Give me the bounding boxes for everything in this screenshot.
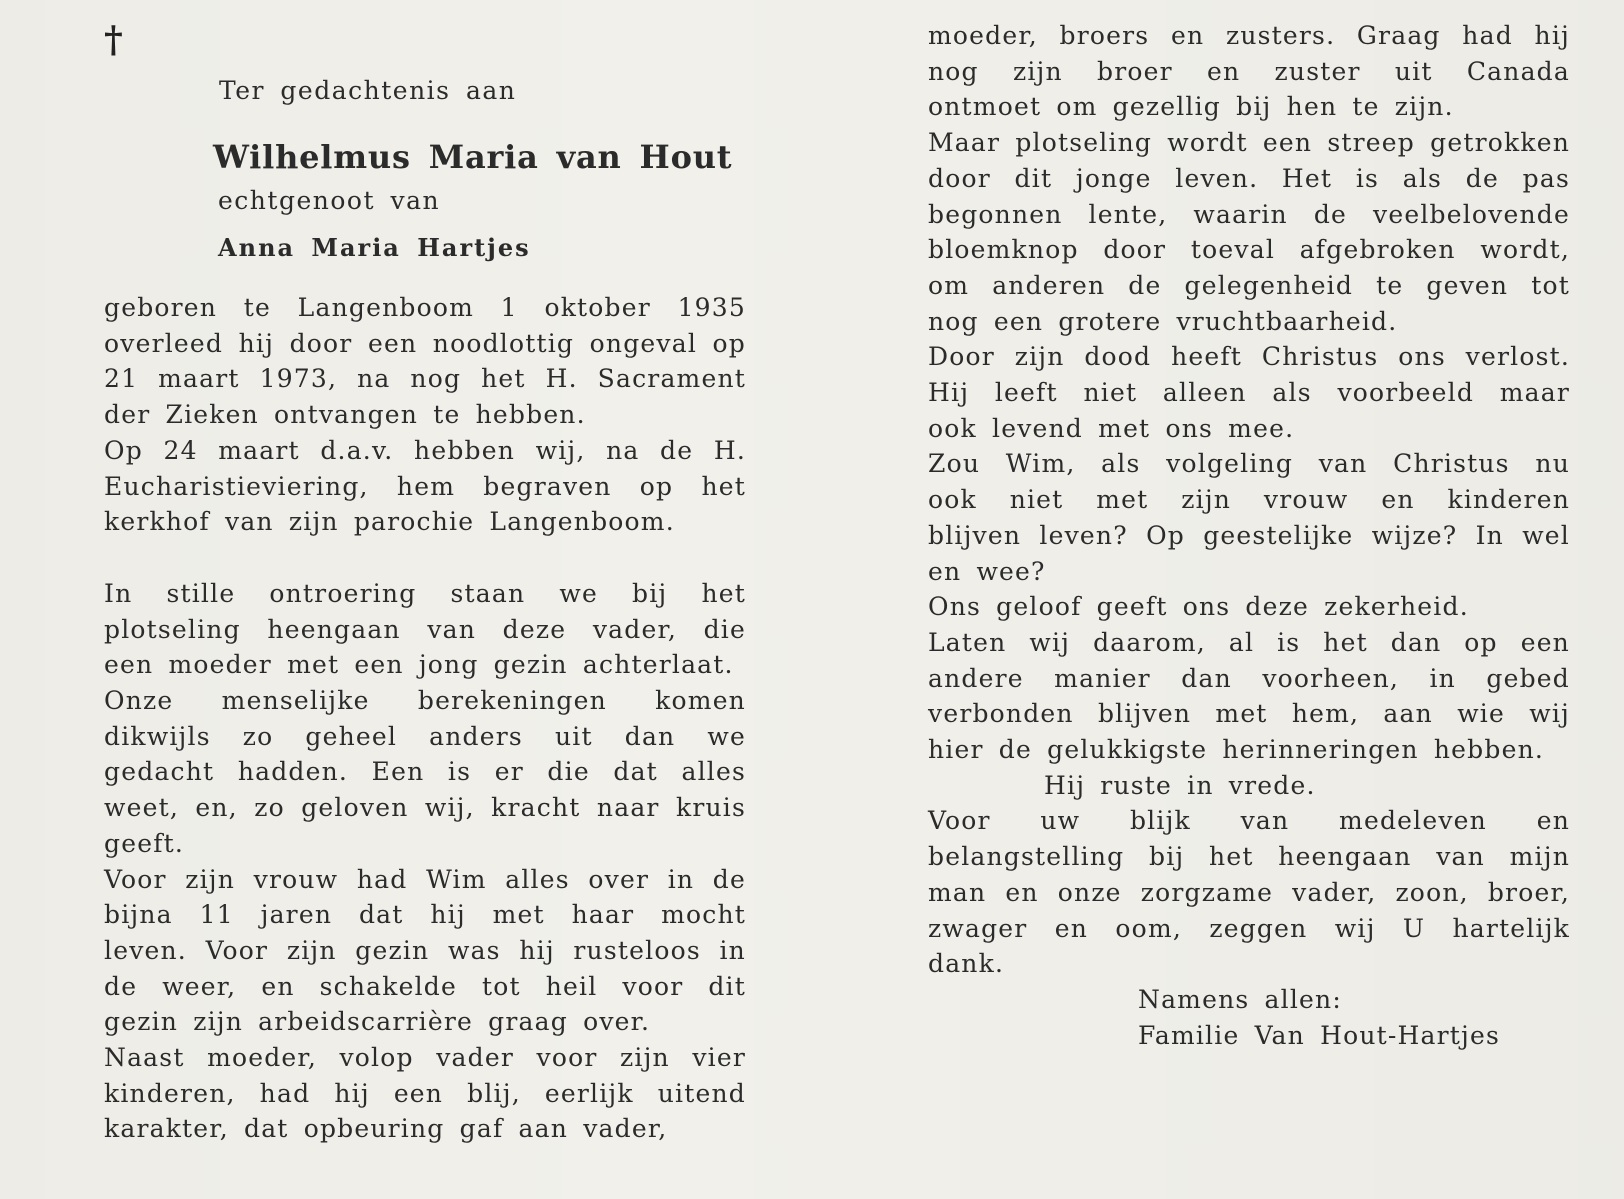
text-paragraph: Laten wij daarom, al is het dan op een andere manier dan voorheen, in gebed verbonden blijven met hem, aan wie wij hier de gelukkigste herinneringen hebben. (928, 627, 1570, 765)
cross-icon: † (104, 19, 123, 61)
left-column (104, 290, 746, 1147)
deceased-name: Wilhelmus Maria van Hout (213, 138, 733, 176)
bio-paragraph: geboren te Langenboom 1 oktober 1935 overleed hij door een noodlottig ongeval op 21 maart 1973, na nog het H. Sacrament der Zieken ontvangen te hebben. (104, 293, 746, 430)
text-paragraph: Maar plotseling wordt een streep getrokken door dit jonge leven. Het is als de pas begonnen lente, waarin de veelbelovende bloemknop door toeval afgebroken wordt, om anderen de gelegenheid te geven tot nog een grotere vruchtbaarheid. (928, 128, 1570, 336)
text-paragraph: In stille ontroering staan we bij het plotseling heengaan van deze vader, die een moeder met een jong gezin achterlaat. (104, 578, 746, 680)
spouse-label: echtgenoot van (218, 186, 441, 215)
text-paragraph: Ons geloof geeft ons deze zekerheid. (928, 592, 1469, 622)
burial-paragraph: Op 24 maart d.a.v. hebben wij, na de H. Eucharistieviering, hem begraven op het kerkhof van zijn parochie Langenboom. (104, 435, 746, 537)
intro-line: Ter gedachtenis aan (219, 76, 517, 105)
text-paragraph: Zou Wim, als volgeling van Christus nu ook niet met zijn vrouw en kinderen blijven leven? Op geestelijke wijze? In wel en wee? (928, 449, 1570, 586)
text-paragraph: Door zijn dood heeft Christus ons verlost. Hij leeft niet alleen als voorbeeld maar ook levend met ons mee. (928, 342, 1570, 443)
family-signature: Familie Van Hout-Hartjes (1138, 1020, 1501, 1050)
text-paragraph: Voor zijn vrouw had Wim alles over in de bijna 11 jaren dat hij met haar mocht leven. Voor zijn gezin was hij rusteloos in de weer, en schakelde tot heil voor dit gezin zijn arbeidscarrière graag over. (104, 864, 746, 1037)
text-paragraph: moeder, broers en zusters. Graag had hij nog zijn broer en zuster uit Canada ontmoet om gezellig bij hen te zijn. (928, 21, 1570, 122)
rest-in-peace-line: Hij ruste in vrede. (1044, 770, 1316, 800)
spacer (104, 540, 746, 576)
signoff-line: Namens allen: (1138, 984, 1342, 1014)
text-paragraph: Onze menselijke berekeningen komen dikwijls zo geheel anders uit dan we gedacht hadden. Een is er die dat alles weet, en, zo geloven wij, kracht naar kruis geeft. (104, 686, 746, 858)
thanks-paragraph: Voor uw blijk van medeleven en belangstelling bij het heengaan van mijn man en onze zorgzame vader, zoon, broer, zwager en oom, zeggen wij U hartelijk dank. (928, 806, 1570, 979)
right-column (928, 18, 1570, 1053)
text-paragraph: Naast moeder, volop vader voor zijn vier kinderen, had hij een blij, eerlijk uitend karakter, dat opbeuring gaf aan vader, (104, 1043, 746, 1144)
spouse-name: Anna Maria Hartjes (218, 233, 531, 262)
